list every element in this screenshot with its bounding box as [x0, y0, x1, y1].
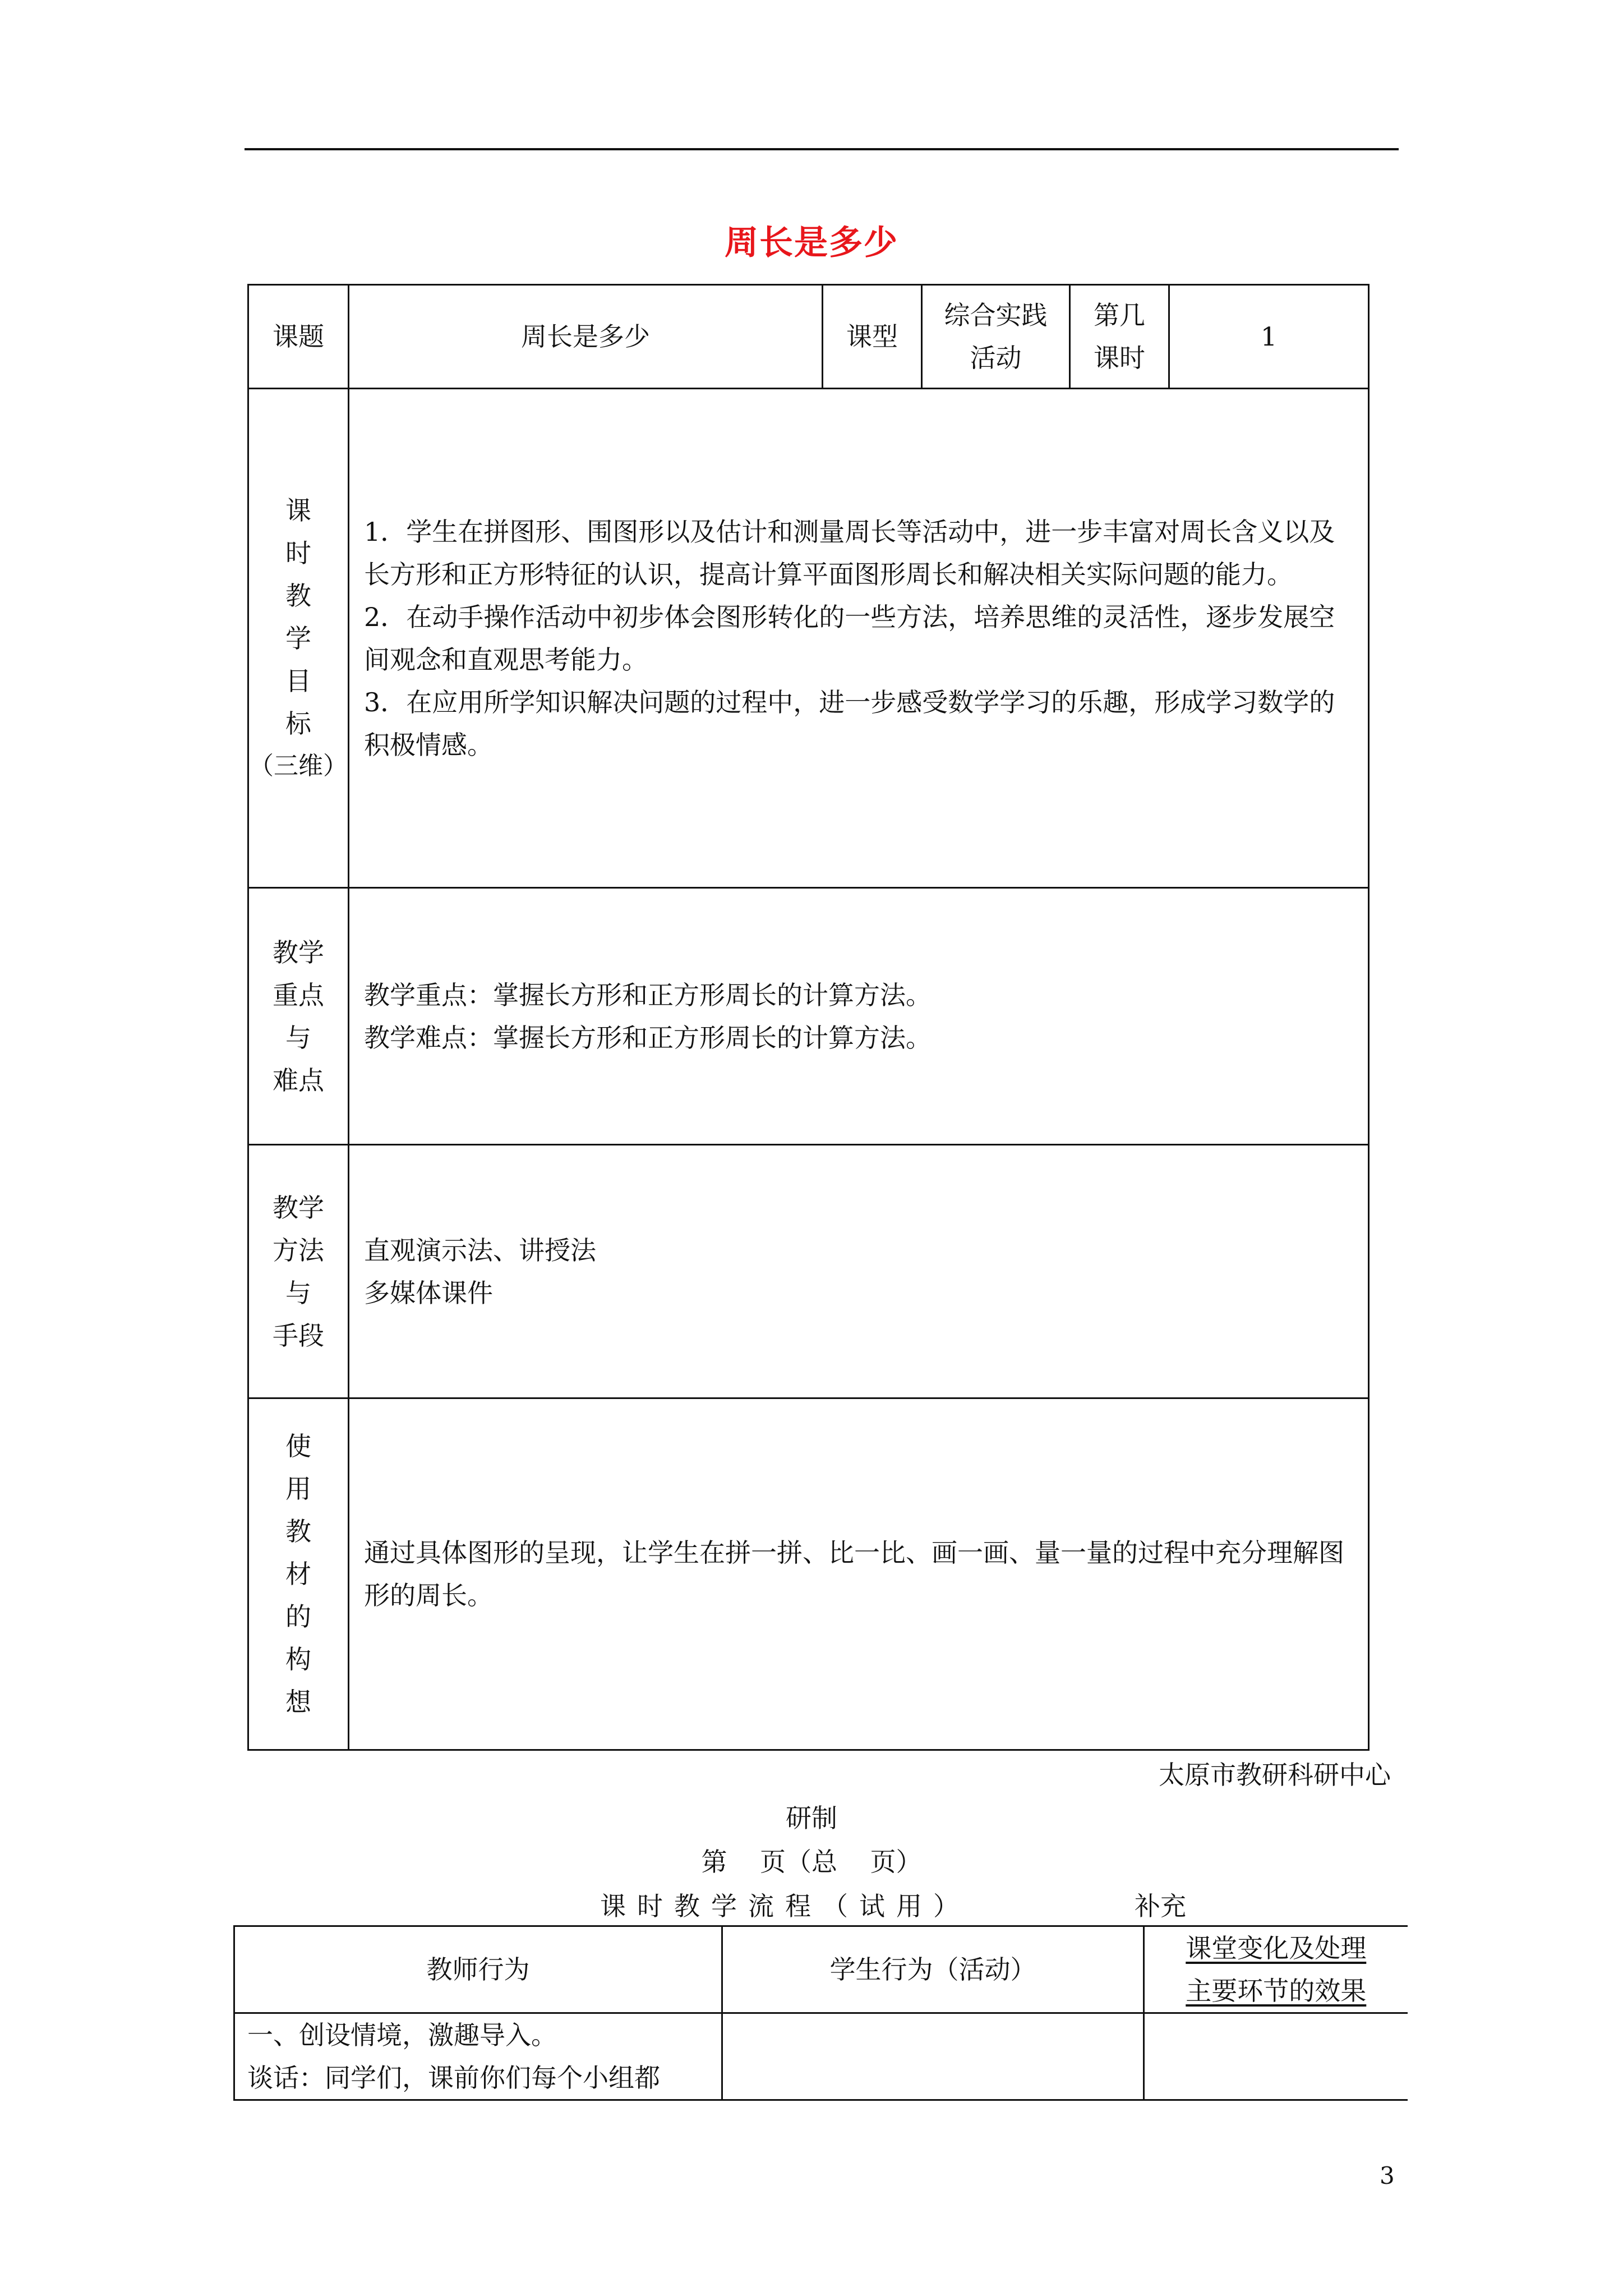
key-points-content: [349, 888, 1369, 1145]
goal-item: 3．在应用所学知识解决问题的过程中，进一步感受数学学习的乐趣，形成学习数学的积极情感。: [364, 687, 1335, 760]
label-char: 目: [285, 665, 311, 696]
label-char: 用: [285, 1474, 311, 1504]
label-char: 教: [285, 580, 311, 611]
effect-header: [1144, 1926, 1408, 2013]
label-char: 与: [285, 1022, 311, 1053]
lesson-flow-table: [233, 1925, 1408, 2101]
label-char: 构: [285, 1644, 311, 1674]
label-char: 教: [285, 1516, 311, 1547]
label-char: 重点: [273, 979, 324, 1010]
footer-page-line: 第 页（总 页）: [701, 1847, 922, 1877]
flow-title: 课时教学流程（试用）: [600, 1891, 970, 1921]
key-point-item: 教学重点：掌握长方形和正方形周长的计算方法。: [364, 979, 932, 1010]
label-char: 想: [285, 1687, 311, 1717]
table-row: [248, 285, 1369, 389]
label-char: 使: [285, 1431, 311, 1461]
type-value-line: 综合实践: [944, 300, 1048, 330]
student-header: 学生行为（活动）: [722, 1926, 1144, 2013]
label-char: 与: [285, 1277, 311, 1308]
period-label: [1070, 285, 1169, 389]
table-row: [248, 1145, 1369, 1398]
goals-label: [248, 389, 349, 888]
page-title: 周长是多少: [725, 223, 898, 263]
label-char: 的: [285, 1602, 311, 1632]
table-row: [248, 1398, 1369, 1750]
label-char: 教学: [273, 1192, 324, 1223]
goal-item: 1．学生在拼图形、围图形以及估计和测量周长等活动中，进一步丰富对周长含义以及长方形和正方形特征的认识，提高计算平面图形周长和解决相关实际问题的能力。: [364, 516, 1335, 590]
type-value-line: 活动: [970, 343, 1022, 373]
period-label-line: 第几: [1094, 300, 1145, 330]
label-char: 教学: [273, 937, 324, 968]
teacher-line: 一、创设情境，激趣导入。: [247, 2020, 557, 2050]
method-item: 直观演示法、讲授法: [364, 1235, 596, 1266]
effect-header-line: 主要环节的效果: [1186, 1976, 1367, 2006]
label-char: 手段: [273, 1320, 324, 1351]
flow-extra: 补充: [1135, 1891, 1186, 1921]
label-char: 难点: [273, 1065, 324, 1096]
materials-label: [248, 1398, 349, 1750]
topic-value: 周长是多少: [349, 285, 823, 389]
page-number: 3: [1380, 2162, 1395, 2189]
method-item: 多媒体课件: [364, 1277, 493, 1308]
label-char: 学: [285, 623, 311, 654]
materials-content: [349, 1398, 1369, 1750]
period-label-line: 课时: [1094, 343, 1145, 373]
methods-label: [248, 1145, 349, 1398]
footer-organization: 太原市教研科研中心: [1159, 1760, 1391, 1790]
table-row: [234, 1926, 1408, 2013]
key-point-item: 教学难点：掌握长方形和正方形周长的计算方法。: [364, 1022, 932, 1053]
table-row: [234, 2013, 1408, 2100]
label-char: 方法: [273, 1235, 324, 1266]
footer-made: 研制: [786, 1803, 837, 1833]
methods-content: [349, 1145, 1369, 1398]
table-row: [248, 389, 1369, 888]
label-char: 标: [285, 708, 311, 739]
goals-content: [349, 389, 1369, 888]
teacher-header: 教师行为: [234, 1926, 722, 2013]
label-char: 材: [285, 1559, 311, 1589]
label-char: 时: [285, 537, 311, 568]
key-points-label: [248, 888, 349, 1145]
type-label: 课型: [823, 285, 922, 389]
material-item: 通过具体图形的呈现，让学生在拼一拼、比一比、画一画、量一量的过程中充分理解图形的周长。: [364, 1538, 1344, 1611]
effect-header-line: 课堂变化及处理: [1186, 1933, 1367, 1963]
label-char: （三维）: [249, 751, 348, 780]
teacher-cell: [234, 2013, 722, 2100]
student-cell: [722, 2013, 1144, 2100]
teacher-line: 谈话：同学们，课前你们每个小组都: [247, 2063, 660, 2093]
period-value: 1: [1169, 285, 1369, 389]
header-rule: [245, 148, 1399, 150]
lesson-info-table: [247, 284, 1370, 1751]
label-char: 课: [285, 495, 311, 526]
goal-item: 2．在动手操作活动中初步体会图形转化的一些方法，培养思维的灵活性，逐步发展空间观念和直观思考能力。: [364, 601, 1335, 675]
effect-cell: [1144, 2013, 1408, 2100]
type-value: [922, 285, 1070, 389]
table-row: [248, 888, 1369, 1145]
topic-label: 课题: [248, 285, 349, 389]
